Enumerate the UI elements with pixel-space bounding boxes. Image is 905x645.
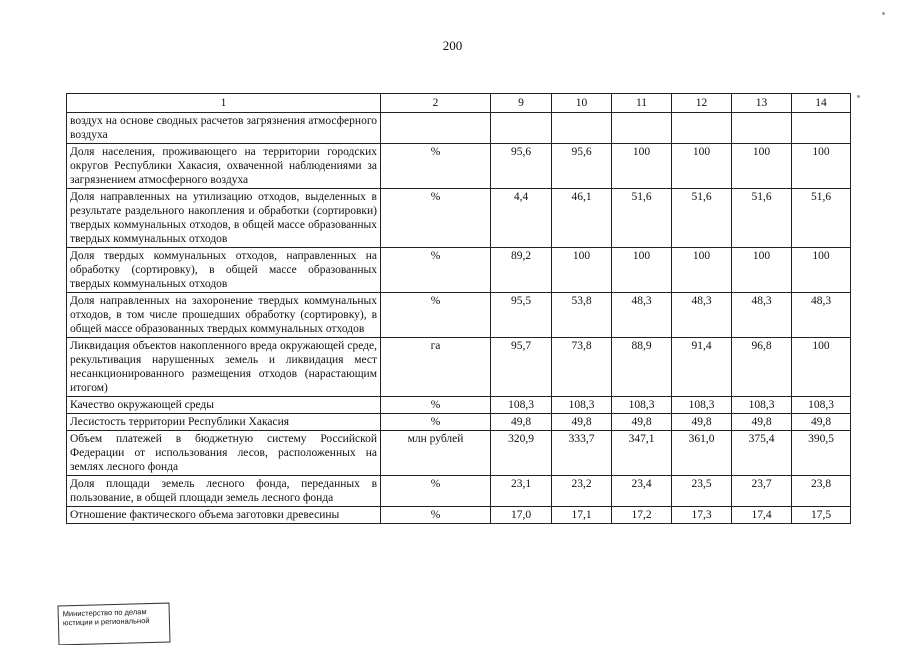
value-cell: 23,1 [491,476,552,507]
value-cell: 17,1 [552,507,612,524]
value-cell: 108,3 [612,397,672,414]
indicator-name: Объем платежей в бюджетную систему Российской Федерации от использования лесов, расположенных на землях лесного фонда [67,431,381,476]
header-cell: 10 [552,94,612,113]
value-cell: 100 [552,248,612,293]
value-cell: 100 [672,248,732,293]
value-cell: 49,8 [732,414,792,431]
value-cell: 17,2 [612,507,672,524]
value-cell: 23,7 [732,476,792,507]
value-cell: 23,4 [612,476,672,507]
indicator-name: Доля площади земель лесного фонда, переданных в пользование, в общей площади земель лесного фонда [67,476,381,507]
value-cell: 375,4 [732,431,792,476]
indicator-name: Доля направленных на утилизацию отходов, выделенных в результате раздельного накопления и обработки (сортировки) твердых коммунальных отходов, в общей массе образованных твердых коммунальных отходов [67,189,381,248]
header-cell: 14 [792,94,851,113]
header-cell: 9 [491,94,552,113]
value-cell: 49,8 [672,414,732,431]
table-row [67,338,851,397]
header-cell: 1 [67,94,381,113]
value-cell: 17,0 [491,507,552,524]
value-cell: 53,8 [552,293,612,338]
value-cell: 100 [672,144,732,189]
indicator-name: Доля населения, проживающего на территории городских округов Республики Хакасия, охваченной наблюдениями за загрязнением атмосферного воздуха [67,144,381,189]
value-cell: 49,8 [491,414,552,431]
value-cell: 96,8 [732,338,792,397]
value-cell: 49,8 [792,414,851,431]
header-cell: 13 [732,94,792,113]
unit-cell: га [381,338,491,397]
value-cell: 95,5 [491,293,552,338]
table-row [67,414,851,431]
unit-cell: % [381,414,491,431]
unit-cell: % [381,293,491,338]
unit-cell: млн рублей [381,431,491,476]
unit-cell: % [381,144,491,189]
value-cell: 95,6 [552,144,612,189]
indicator-name: воздух на основе сводных расчетов загрязнения атмосферного воздуха [67,113,381,144]
value-cell: 23,5 [672,476,732,507]
value-cell: 108,3 [672,397,732,414]
table-row [67,397,851,414]
value-cell: 48,3 [612,293,672,338]
value-cell [792,113,851,144]
value-cell: 333,7 [552,431,612,476]
table-row [67,431,851,476]
value-cell: 4,4 [491,189,552,248]
stamp-line: Министерство по делам [62,607,147,619]
value-cell: 51,6 [732,189,792,248]
value-cell: 108,3 [732,397,792,414]
table-row [67,507,851,524]
header-row [67,94,851,113]
value-cell: 48,3 [672,293,732,338]
unit-cell: % [381,248,491,293]
indicator-name: Ликвидация объектов накопленного вреда окружающей среде, рекультивация нарушенных земель и ликвидация мест несанкционированного размещения отходов (нарастающим итогом) [67,338,381,397]
value-cell: 100 [612,144,672,189]
table-row [67,248,851,293]
value-cell: 100 [732,248,792,293]
table-row [67,476,851,507]
value-cell: 347,1 [612,431,672,476]
value-cell [732,113,792,144]
value-cell: 73,8 [552,338,612,397]
value-cell: 390,5 [792,431,851,476]
value-cell: 51,6 [672,189,732,248]
indicator-name: Отношение фактического объема заготовки древесины [67,507,381,524]
indicator-name: Качество окружающей среды [67,397,381,414]
value-cell: 48,3 [732,293,792,338]
page-number: 200 [442,38,463,53]
value-cell [612,113,672,144]
indicator-name: Доля твердых коммунальных отходов, направленных на обработку (сортировку), в общей массе образованных твердых коммунальных отходов [67,248,381,293]
indicators-table [66,93,851,524]
value-cell [491,113,552,144]
header-cell: 11 [612,94,672,113]
value-cell: 89,2 [491,248,552,293]
value-cell: 100 [612,248,672,293]
value-cell: 91,4 [672,338,732,397]
value-cell: 108,3 [552,397,612,414]
value-cell: 95,6 [491,144,552,189]
value-cell: 51,6 [792,189,851,248]
scan-speck [857,95,860,98]
value-cell: 100 [792,144,851,189]
value-cell: 100 [792,248,851,293]
value-cell: 100 [732,144,792,189]
value-cell: 95,7 [491,338,552,397]
value-cell: 17,3 [672,507,732,524]
unit-cell: % [381,397,491,414]
value-cell: 48,3 [792,293,851,338]
value-cell: 108,3 [491,397,552,414]
unit-cell: % [381,507,491,524]
value-cell: 17,4 [732,507,792,524]
value-cell: 100 [792,338,851,397]
value-cell: 108,3 [792,397,851,414]
value-cell: 49,8 [552,414,612,431]
value-cell: 51,6 [612,189,672,248]
table-row [67,189,851,248]
value-cell [672,113,732,144]
value-cell: 23,8 [792,476,851,507]
table-row [67,113,851,144]
stamp-line: юстиции и региональной [62,616,150,628]
table-row [67,293,851,338]
header-cell: 12 [672,94,732,113]
unit-cell [381,113,491,144]
value-cell: 46,1 [552,189,612,248]
value-cell: 49,8 [612,414,672,431]
value-cell: 17,5 [792,507,851,524]
unit-cell: % [381,189,491,248]
indicator-name: Лесистость территории Республики Хакасия [67,414,381,431]
value-cell: 320,9 [491,431,552,476]
value-cell: 88,9 [612,338,672,397]
indicator-name: Доля направленных на захоронение твердых коммунальных отходов, в том числе прошедших обработку (сортировку), в общей массе образованных твердых коммунальных отходов [67,293,381,338]
scan-speck [882,12,885,15]
header-cell: 2 [381,94,491,113]
value-cell: 23,2 [552,476,612,507]
value-cell: 361,0 [672,431,732,476]
unit-cell: % [381,476,491,507]
ministry-stamp [57,603,170,645]
table-row [67,144,851,189]
value-cell [552,113,612,144]
